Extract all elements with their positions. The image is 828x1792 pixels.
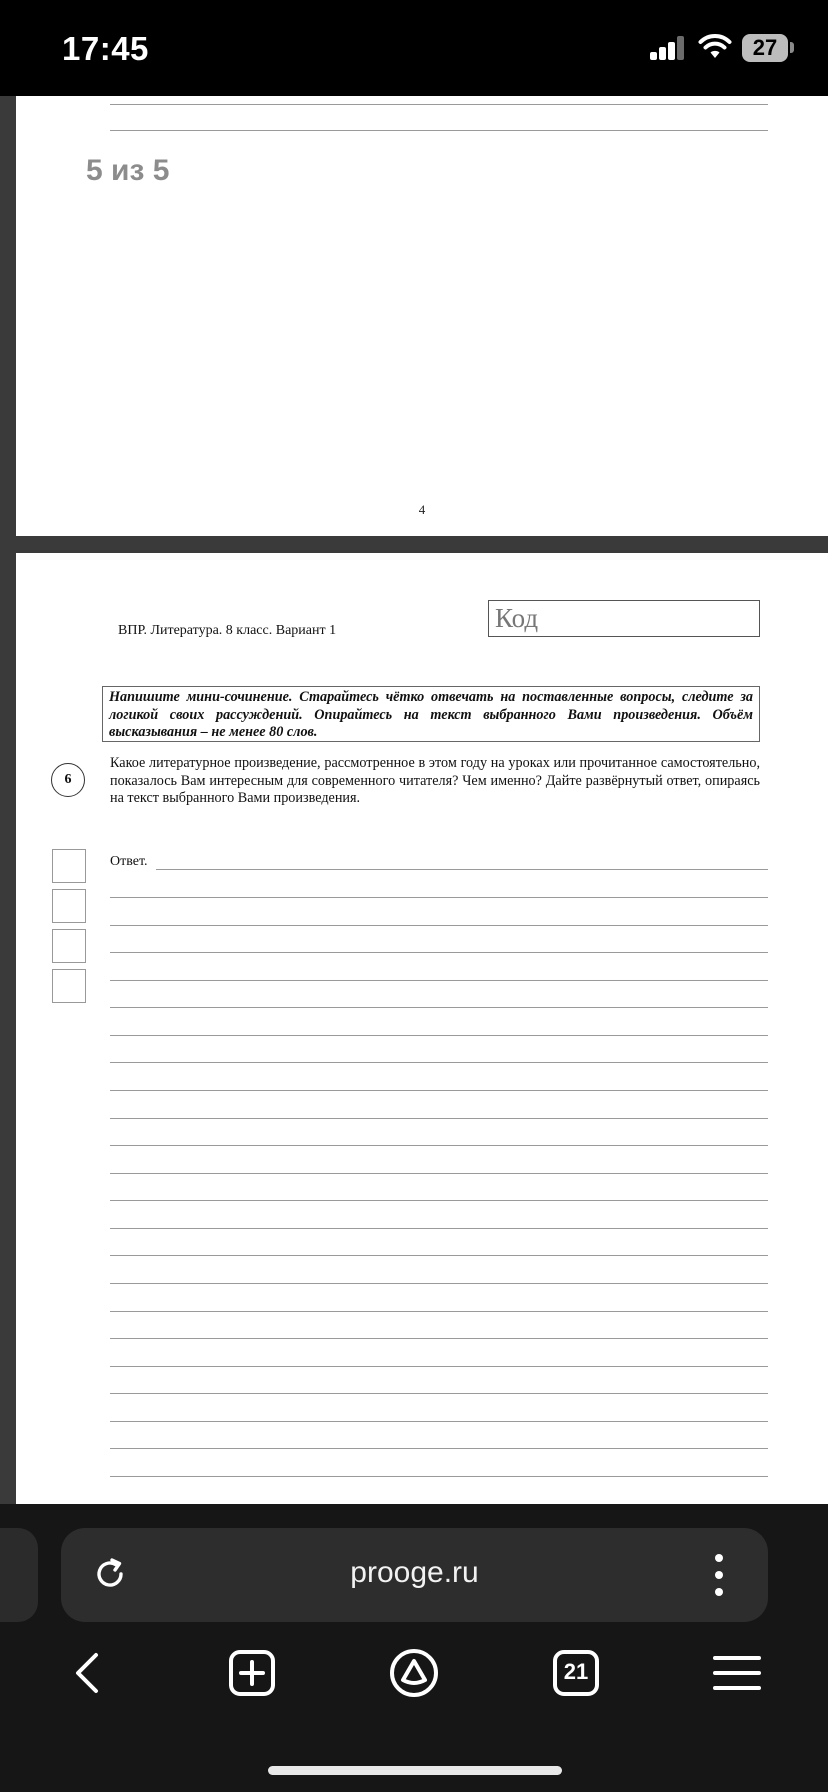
answer-line <box>110 1311 768 1312</box>
status-bar <box>0 0 828 96</box>
answer-line <box>110 1283 768 1284</box>
previous-tab-card[interactable] <box>0 1528 38 1622</box>
answer-line <box>110 1255 768 1256</box>
answer-line <box>110 1118 768 1119</box>
score-box <box>52 849 86 883</box>
pdf-viewer[interactable] <box>0 96 828 1504</box>
home-indicator[interactable] <box>268 1766 562 1775</box>
answer-line <box>110 1366 768 1367</box>
pdf-page-previous <box>16 96 828 536</box>
score-box <box>52 969 86 1003</box>
url-text[interactable]: prooge.ru <box>350 1556 479 1589</box>
code-label: Код <box>495 603 539 633</box>
question-number: 6 <box>51 763 85 797</box>
status-time: 17:45 <box>62 30 149 67</box>
answer-line <box>110 1476 768 1477</box>
menu-icon[interactable] <box>706 1642 768 1704</box>
answer-line <box>110 130 768 131</box>
pdf-page-current <box>16 553 828 1504</box>
answer-line <box>110 1448 768 1449</box>
battery-icon: 27 <box>742 34 788 62</box>
score-box <box>52 889 86 923</box>
answer-line <box>110 1393 768 1394</box>
answer-line <box>110 1145 768 1146</box>
answer-line <box>110 104 768 105</box>
answer-line <box>110 952 768 953</box>
browser-toolbar <box>0 1504 828 1792</box>
tabs-count: 21 <box>563 1659 589 1684</box>
new-tab-icon[interactable] <box>221 1642 283 1704</box>
score-box <box>52 929 86 963</box>
answer-line <box>110 1007 768 1008</box>
answer-line <box>110 1338 768 1339</box>
answer-label: Ответ. <box>110 854 148 869</box>
page-indicator: 5 из 5 <box>86 154 170 187</box>
answer-line <box>110 1421 768 1422</box>
answer-line <box>110 980 768 981</box>
answer-line <box>110 1035 768 1036</box>
page-number: 4 <box>418 502 426 517</box>
answer-line <box>110 1200 768 1201</box>
document-header: ВПР. Литература. 8 класс. Вариант 1 <box>118 623 337 638</box>
address-bar[interactable] <box>61 1528 768 1622</box>
answer-line <box>110 897 768 898</box>
answer-line <box>110 1228 768 1229</box>
more-options-icon[interactable] <box>714 1554 724 1596</box>
wifi-icon <box>698 32 732 60</box>
signal-icon <box>650 36 686 60</box>
alice-icon[interactable] <box>383 1642 445 1704</box>
instruction-box: Напишите мини-сочинение. Старайтесь чётко отвечать на поставленные вопросы, следите за логикой своих рассуждений. Опирайтесь на текст выбранного Вами произведения. Объём высказывания – не менее 80 слов. <box>102 686 760 742</box>
answer-line <box>110 1090 768 1091</box>
code-field <box>488 600 760 637</box>
answer-line <box>156 869 768 870</box>
question-text: Какое литературное произведение, рассмотренное в этом году на уроках или прочитанное самостоятельно, показалось Вам интересным для современного читателя? Чем именно? Дайте развёрнутый ответ, опираясь на текст выбранного Вами произведения. <box>110 755 760 806</box>
back-icon[interactable] <box>58 1642 120 1704</box>
answer-line <box>110 1062 768 1063</box>
answer-line <box>110 925 768 926</box>
tabs-icon[interactable] <box>545 1642 607 1704</box>
battery-nub <box>790 42 794 53</box>
answer-line <box>110 1173 768 1174</box>
